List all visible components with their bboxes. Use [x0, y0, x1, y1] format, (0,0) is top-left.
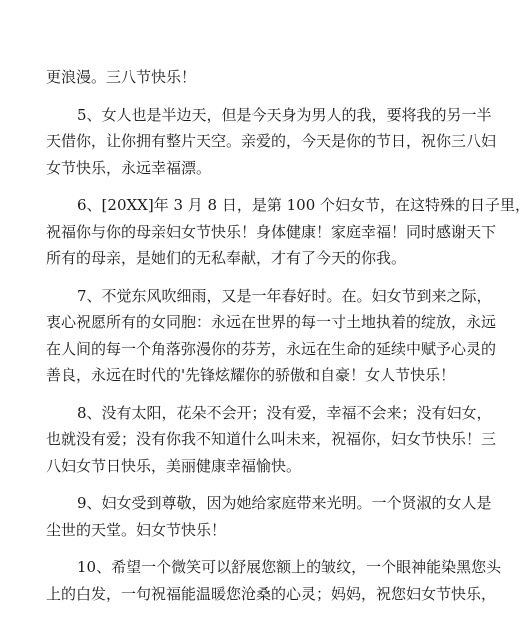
- text-line: 更浪漫。三八节快乐！: [46, 68, 197, 86]
- paragraph-7: [46, 283, 497, 389]
- text-line: 7、不觉东风吹细雨，又是一年春好时。在。妇女节到来之际，: [77, 286, 492, 305]
- text-line: 9、妇女受到尊敬，因为她给家庭带来光明。一个贤淑的女人是: [77, 494, 492, 512]
- text-line: 6、[20XX]年 3 月 8 日，是第 100 个妇女节，在这特殊的日子里，: [77, 196, 530, 214]
- document-body: [46, 64, 530, 618]
- text-line: 所有的母亲，是她们的无私奉献，才有了今天的你我。: [46, 249, 407, 267]
- text-line: 善良，永远在时代的'先锋炫耀你的骄傲和自豪！女人节快乐！: [46, 366, 456, 384]
- paragraph-6: [46, 192, 530, 272]
- text-line: 女节快乐，永远幸福漂。: [46, 158, 212, 177]
- paragraph-9: [46, 490, 492, 543]
- text-line: 祝福你与你的母亲妇女节快乐！身体健康！家庭幸福！同时感谢天下: [46, 222, 497, 241]
- paragraph-8: [46, 400, 497, 480]
- paragraph-5: [46, 102, 497, 182]
- text-line: 5、女人也是半边天，但是今天身为男人的我，要将我的另一半: [77, 105, 492, 124]
- text-line: 上的白发，一句祝福能温暖您沧桑的心灵；妈妈，祝您妇女节快乐，: [46, 584, 497, 603]
- text-line: 衷心祝愿所有的女同胞：永远在世界的每一寸土地执着的绽放，永远: [46, 313, 497, 331]
- text-line: 10、希望一个微笑可以舒展您额上的皱纹，一个眼神能染黑您头: [77, 558, 502, 576]
- text-line: 天借你，让你拥有整片天空。亲爱的，今天是你的节日，祝你三八妇: [46, 132, 497, 150]
- paragraph-10: [46, 554, 502, 607]
- text-line: 8、没有太阳，花朵不会开；没有爱，幸福不会来；没有妇女，: [77, 403, 492, 422]
- text-line: 八妇女节日快乐，美丽健康幸福愉快。: [46, 456, 302, 475]
- paragraph-intro-tail: [46, 64, 466, 91]
- text-line: 在人间的每一个角落弥漫你的芬芳，永远在生命的延续中赋予心灵的: [46, 339, 497, 358]
- text-line: 也就没有爱；没有你我不知道什么叫未来，祝福你，妇女节快乐！三: [46, 430, 497, 448]
- text-line: 尘世的天堂。妇女节快乐！: [46, 520, 227, 539]
